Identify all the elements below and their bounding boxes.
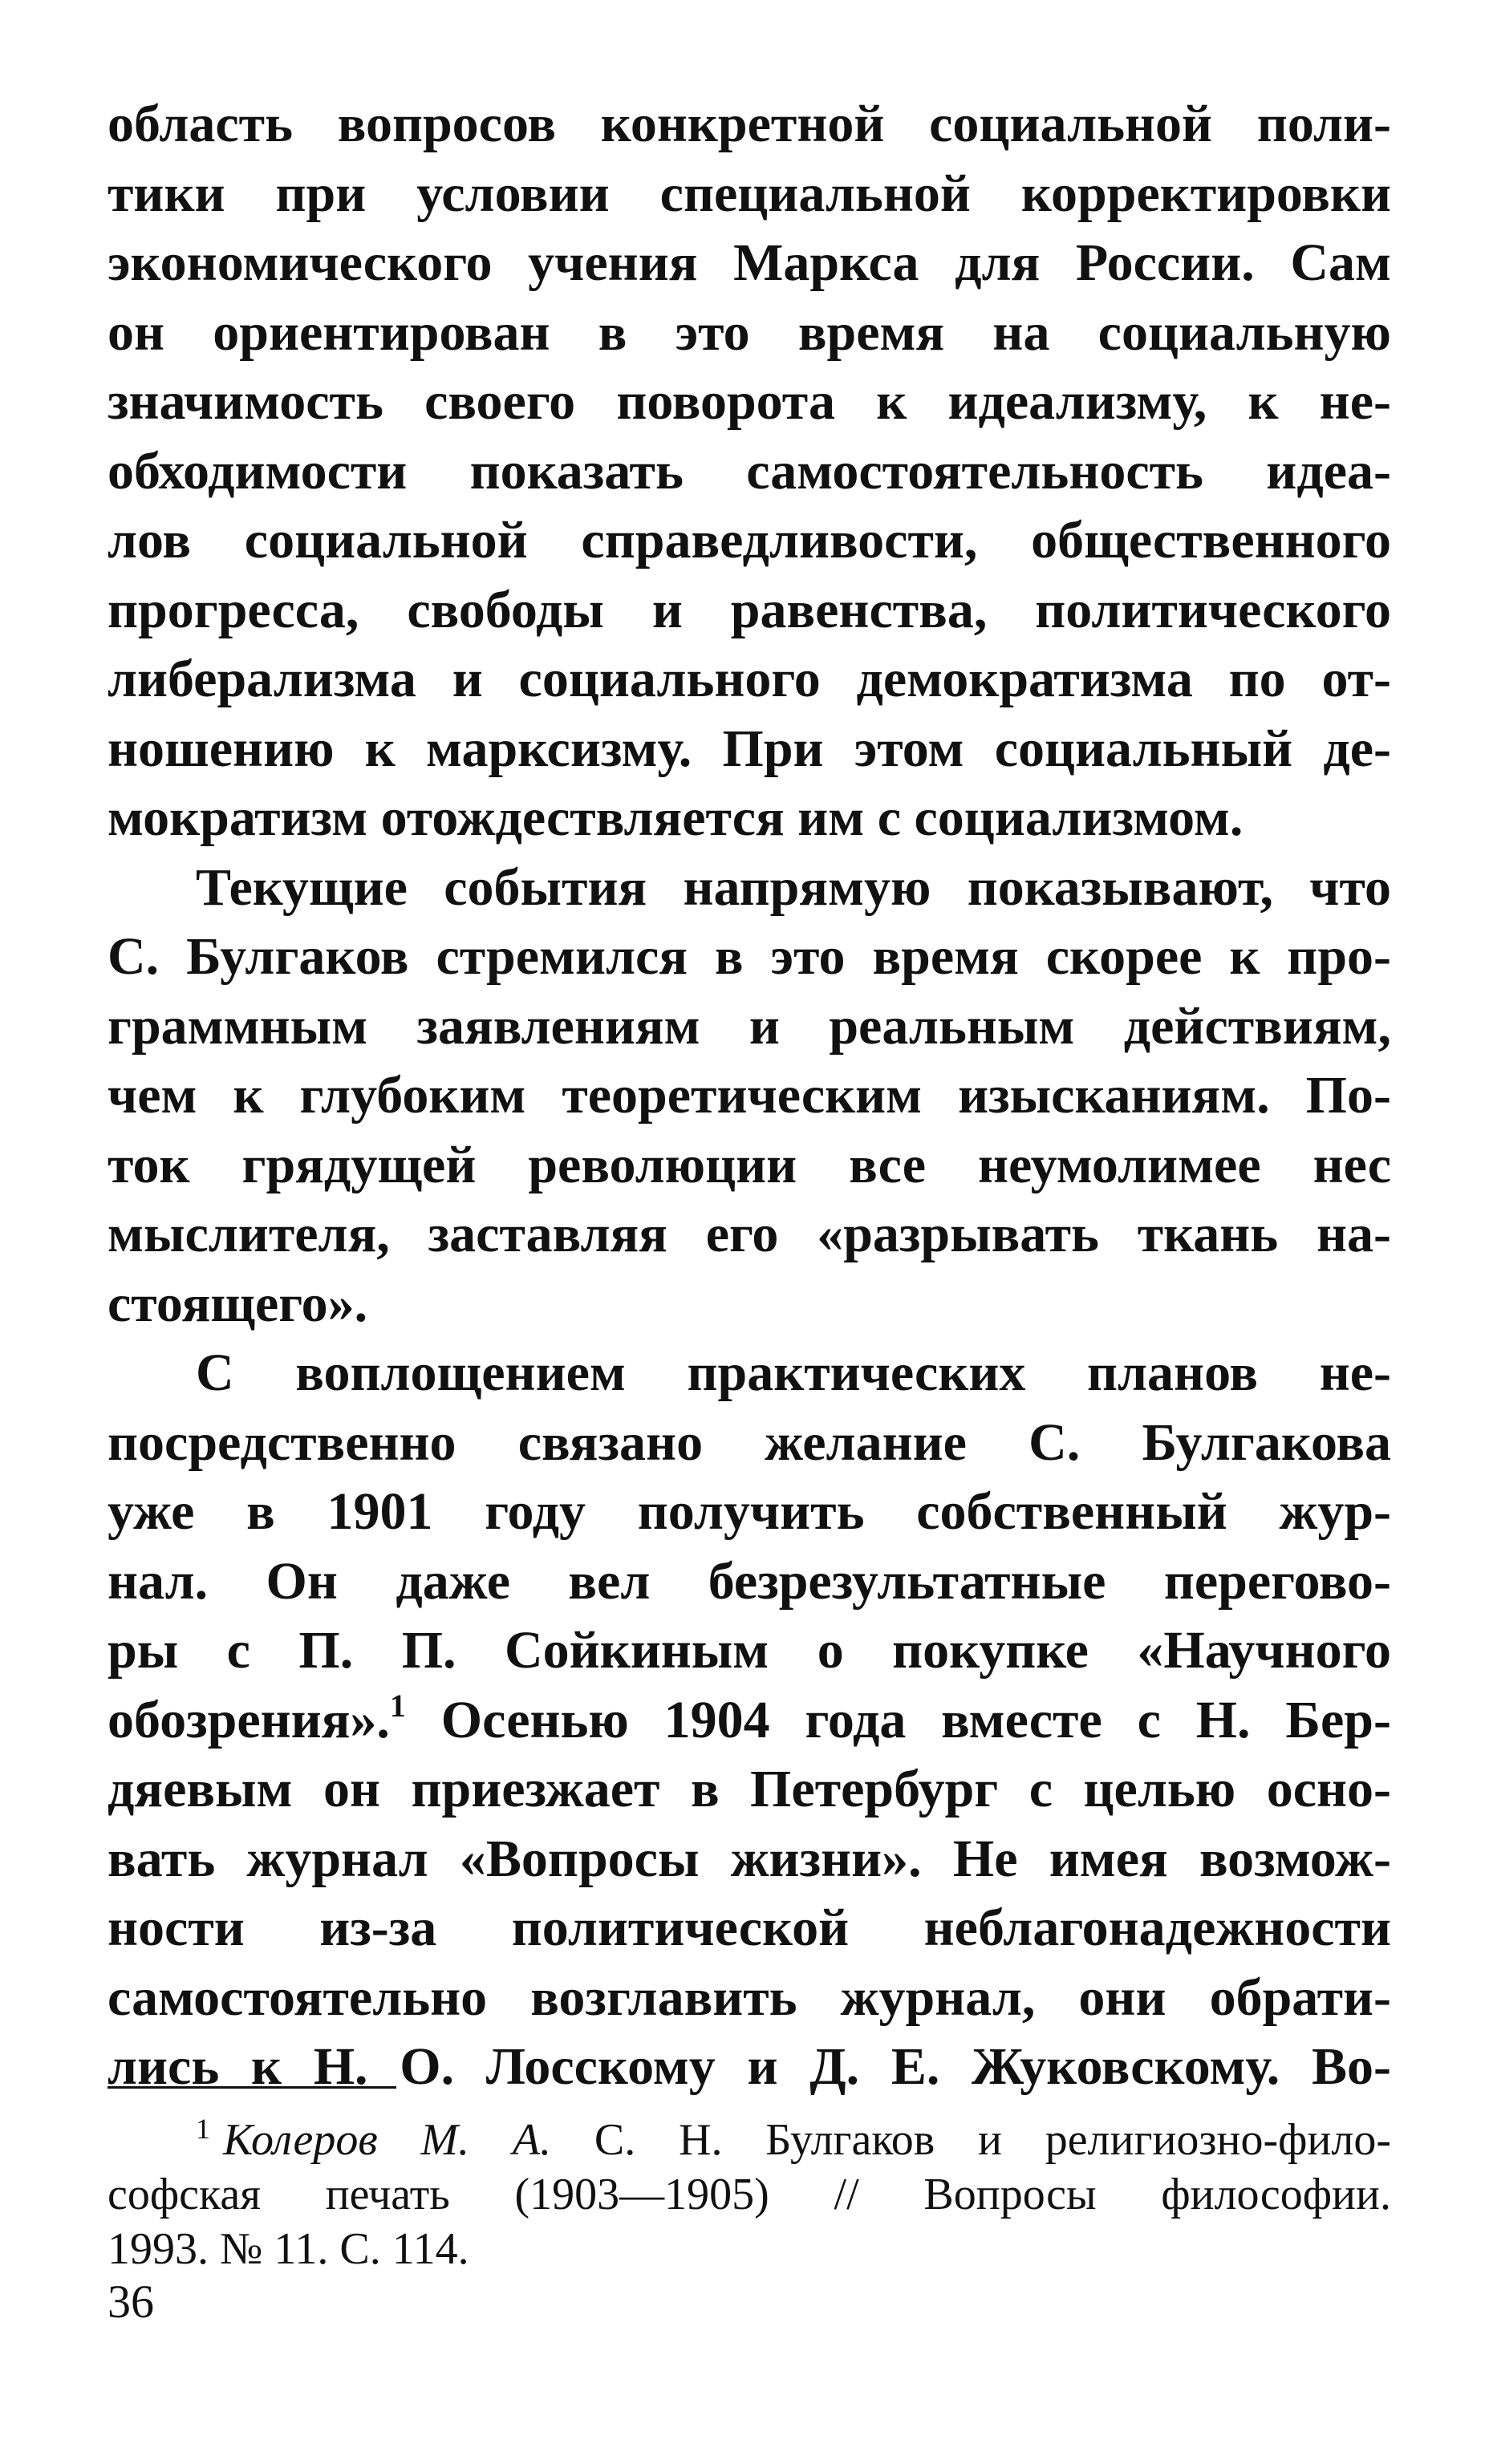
footnote-number: 1 [196, 2113, 210, 2145]
footnote-line [108, 2113, 1391, 2167]
text-line: С. Булгаков стремился в это время скорее к про- [108, 927, 1391, 986]
text-line: он ориентирован в это время на социальную [108, 302, 1391, 362]
text-line: лов социальной справедливости, общественного [108, 511, 1391, 569]
text-segment: обозрения». [108, 1690, 390, 1749]
text-line: чем к глубоким теоретическим изысканиям. По- [108, 1066, 1391, 1125]
text-line: обходимости показать самостоятельность идеа- [108, 441, 1391, 500]
footnote-marker: 1 [389, 1687, 406, 1724]
text-line: граммным заявлениям и реальным действиям, [108, 996, 1391, 1056]
text-line: стоящего». [108, 1274, 368, 1333]
footnote-line: софская печать (1903—1905) // Вопросы философии. [108, 2170, 1391, 2219]
footnote-line: 1993. № 11. С. 114. [108, 2224, 469, 2274]
footnote-divider [108, 2086, 396, 2089]
text-line: экономического учения Маркса для России. Сам [108, 233, 1391, 292]
footnote-text: С. Н. Булгаков и религиозно-фило- [551, 2115, 1391, 2165]
text-line: ры с П. П. Сойкиным о покупке «Научного [108, 1621, 1391, 1680]
text-line: область вопросов конкретной социальной поли- [108, 95, 1391, 153]
text-line: С воплощением практических планов не- [196, 1343, 1391, 1402]
footnote [108, 2113, 1391, 2276]
text-line: значимость своего поворота к идеализму, к не- [108, 372, 1391, 431]
text-line: Текущие события напрямую показывают, что [196, 857, 1391, 917]
text-line: лись к Н. О. Лосскому и Д. Е. Жуковскому. Во- [108, 2037, 1391, 2096]
text-line: ношению к марксизму. При этом социальный де- [108, 719, 1391, 778]
text-line: мыслителя, заставляя его «разрывать ткань на- [108, 1205, 1391, 1263]
text-segment: Осенью 1904 года вместе с Н. Бер- [405, 1690, 1391, 1749]
footnote-author: Колеров М. А. [223, 2115, 552, 2165]
text-line: ности из-за политической неблагонадежности [108, 1899, 1391, 1957]
text-line: вать журнал «Вопросы жизни». Не имея возмож- [108, 1829, 1391, 1888]
text-line-with-footnote [108, 1686, 1391, 1756]
text-line: посредственно связано желание С. Булгакова [108, 1412, 1391, 1472]
text-line: прогресса, свободы и равенства, политического [108, 580, 1391, 639]
text-line: ток грядущей революции все неумолимее нес [108, 1135, 1391, 1194]
text-line: мократизм отождествляется им с социализмом. [108, 788, 1243, 847]
page-number: 36 [108, 2276, 154, 2328]
text-line: тики при условии специальной корректировки [108, 164, 1391, 223]
text-line: либерализма и социального демократизма по от- [108, 650, 1391, 708]
text-line: самостоятельно возглавить журнал, они обрати- [108, 1968, 1391, 2027]
text-line: уже в 1901 году получить собственный жур- [108, 1482, 1391, 1541]
text-line: нал. Он даже вел безрезультатные перегово- [108, 1551, 1391, 1611]
main-text [108, 90, 1391, 2102]
text-line: дяевым он приезжает в Петербург с целью осно- [108, 1760, 1391, 1818]
